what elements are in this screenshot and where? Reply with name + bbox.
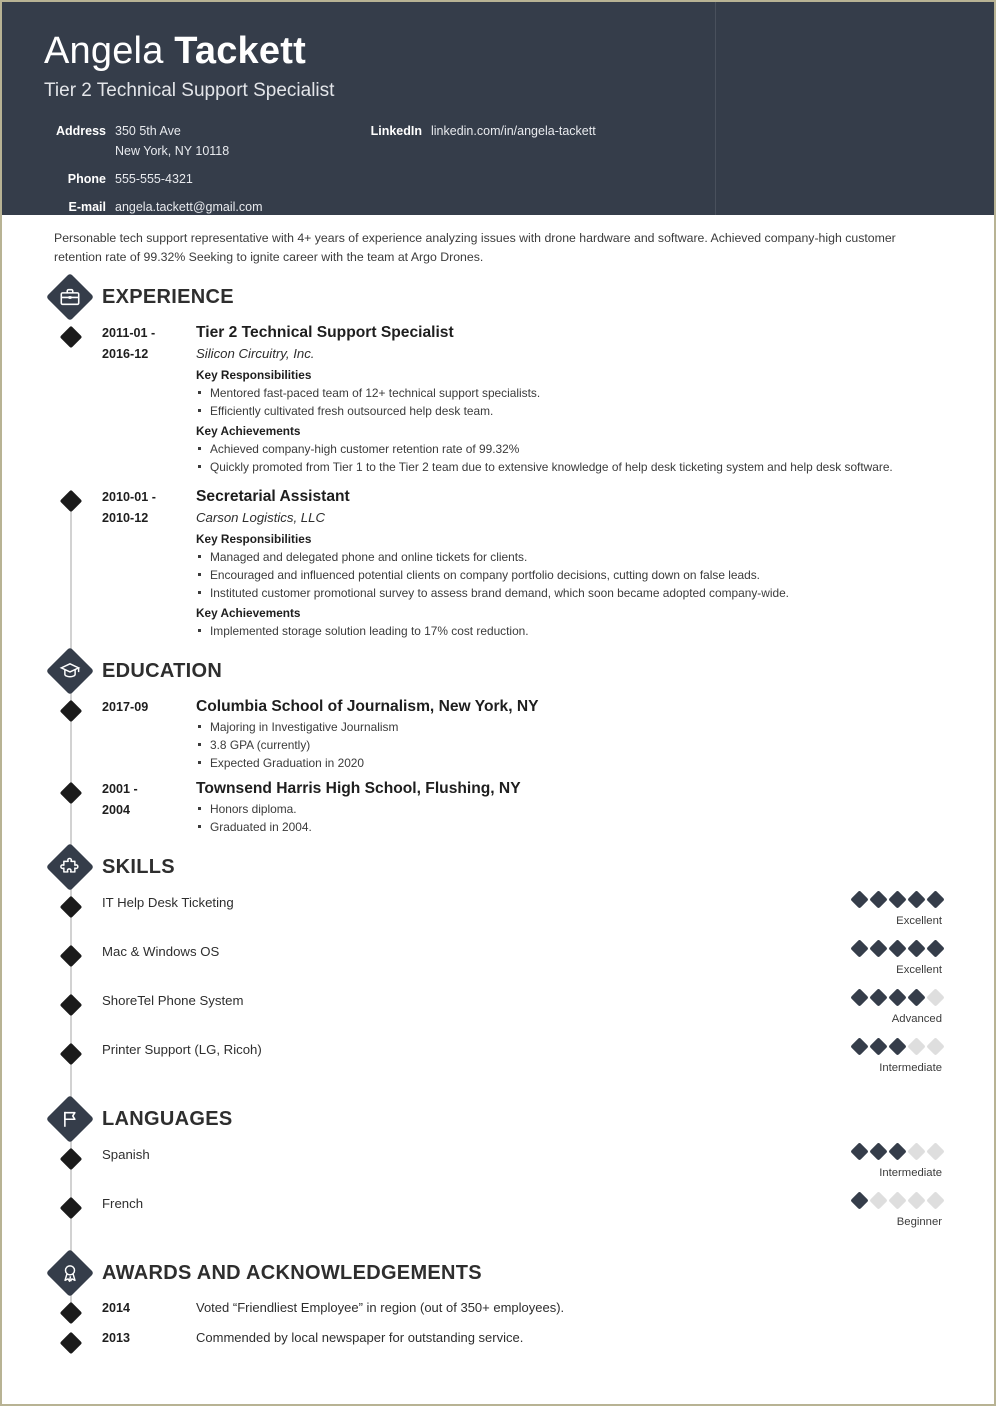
first-name: Angela [44, 30, 164, 72]
rating-diamond-filled [907, 890, 925, 908]
bullet-item: Efficiently cultivated fresh outsourced help desk team. [196, 402, 942, 420]
timeline-bullet [60, 896, 83, 919]
timeline-bullet [60, 1043, 83, 1066]
bullet-item: 3.8 GPA (currently) [196, 736, 942, 754]
flag-icon [46, 1095, 94, 1143]
section-title-languages: LANGUAGES [102, 1108, 233, 1130]
candidate-name [44, 28, 994, 74]
resume-header [2, 2, 994, 215]
rating-diamond-filled [850, 1037, 868, 1055]
rating-diamond-filled [850, 1191, 868, 1209]
date-line-1: 2010-01 - [102, 490, 156, 504]
language-name: Spanish [102, 1147, 150, 1162]
group-heading: Key Achievements [196, 606, 301, 620]
rating-diamond-empty [926, 1142, 944, 1160]
experience-role: Secretarial Assistant [196, 488, 350, 505]
timeline-bullet [60, 490, 83, 513]
section-title-skills: SKILLS [102, 856, 175, 878]
skill-name: ShoreTel Phone System [102, 993, 244, 1008]
skill-level: Advanced [891, 1013, 942, 1025]
rating-diamond-empty [907, 1142, 925, 1160]
rating-diamond-filled [869, 1142, 887, 1160]
candidate-job-title: Tier 2 Technical Support Specialist [44, 80, 335, 101]
section-title-experience: EXPERIENCE [102, 286, 234, 308]
rating-diamond-empty [926, 1037, 944, 1055]
contact-row-linkedin [364, 121, 694, 141]
language-rating [847, 1194, 942, 1207]
experience-entry [2, 322, 994, 476]
award-medal-icon [46, 1249, 94, 1297]
section-skills [2, 842, 994, 1088]
rating-diamond-filled [850, 988, 868, 1006]
education-school: Townsend Harris High School, Flushing, NY [196, 780, 521, 797]
skill-name: Mac & Windows OS [102, 944, 220, 959]
skill-name: IT Help Desk Ticketing [102, 895, 234, 910]
rating-diamond-filled [907, 988, 925, 1006]
contact-value-phone: 555-555-4321 [115, 172, 193, 186]
skill-level: Excellent [896, 964, 942, 976]
contact-label-address: Address [55, 124, 106, 138]
rating-diamond-filled [869, 890, 887, 908]
experience-entry [2, 486, 994, 640]
section-education [2, 646, 994, 836]
briefcase-icon [46, 273, 94, 321]
group-heading: Key Responsibilities [196, 368, 312, 382]
rating-diamond-filled [850, 890, 868, 908]
rating-diamond-empty [926, 988, 944, 1006]
education-entry [2, 696, 994, 772]
rating-diamond-empty [907, 1191, 925, 1209]
rating-diamond-filled [907, 939, 925, 957]
contact-row-email [44, 197, 364, 217]
bullet-item: Implemented storage solution leading to 17% cost reduction. [196, 622, 942, 640]
skill-row [2, 1039, 994, 1088]
timeline-bullet [60, 326, 83, 349]
address-line2: New York, NY 10118 [115, 144, 230, 158]
award-row [2, 1298, 994, 1318]
skill-rating [847, 1040, 942, 1053]
rating-diamond-empty [888, 1191, 906, 1209]
education-date [102, 696, 196, 718]
bullet-item: Graduated in 2004. [196, 818, 942, 836]
contact-label-phone: Phone [67, 172, 106, 186]
rating-diamond-filled [888, 1142, 906, 1160]
section-header-experience [2, 272, 994, 322]
section-header-awards [2, 1248, 994, 1298]
language-name: French [102, 1196, 144, 1211]
section-languages [2, 1094, 994, 1242]
award-year: 2013 [102, 1331, 131, 1345]
timeline-bullet [60, 782, 83, 805]
skill-rating [847, 893, 942, 906]
language-row [2, 1193, 994, 1242]
timeline-bullet [60, 945, 83, 968]
award-text: Commended by local newspaper for outstanding service. [196, 1330, 524, 1345]
contact-column-right [364, 121, 694, 149]
bullet-item: Instituted customer promotional survey to assess brand demand, which soon became adopted company-wide. [196, 584, 942, 602]
experience-date [102, 322, 196, 365]
skill-row [2, 990, 994, 1039]
bullet-item: Mentored fast-paced team of 12+ technical support specialists. [196, 384, 942, 402]
bullet-list [196, 548, 942, 602]
skill-rating [847, 991, 942, 1004]
contact-value-email[interactable]: angela.tackett@gmail.com [115, 200, 263, 214]
skill-name: Printer Support (LG, Ricoh) [102, 1042, 262, 1057]
date-line-1: 2011-01 - [102, 326, 156, 340]
bullet-item: Expected Graduation in 2020 [196, 754, 942, 772]
professional-summary: Personable tech support representative with 4+ years of experience analyzing issues with drone hardware and software. Achieved company-high customer retention rate of 99.32% Seeking to ignite career with the team at Argo Drones. [54, 231, 896, 264]
language-level: Intermediate [879, 1167, 942, 1179]
graduation-cap-icon [46, 647, 94, 695]
bullet-item: Managed and delegated phone and online tickets for clients. [196, 548, 942, 566]
date-line-2: 2004 [102, 803, 131, 817]
language-level: Beginner [896, 1216, 942, 1228]
section-title-education: EDUCATION [102, 660, 223, 682]
contact-label-linkedin: LinkedIn [370, 124, 422, 138]
rating-diamond-filled [850, 1142, 868, 1160]
experience-date [102, 486, 196, 529]
date-line-2: 2010-12 [102, 511, 149, 525]
rating-diamond-filled [888, 939, 906, 957]
skill-rating [847, 942, 942, 955]
rating-diamond-filled [926, 939, 944, 957]
skill-level: Excellent [896, 915, 942, 927]
bullet-item: Encouraged and influenced potential clients on company portfolio decisions, cutting down on false leads. [196, 566, 942, 584]
contact-details [44, 121, 994, 225]
bullet-item: Majoring in Investigative Journalism [196, 718, 942, 736]
timeline-bullet [60, 1148, 83, 1171]
last-name: Tackett [174, 30, 306, 72]
rating-diamond-filled [869, 988, 887, 1006]
contact-label-email: E-mail [68, 200, 106, 214]
bullet-list [196, 800, 942, 836]
puzzle-piece-icon [46, 843, 94, 891]
education-school: Columbia School of Journalism, New York, NY [196, 698, 539, 715]
contact-row-address [44, 121, 364, 161]
timeline-bullet [60, 1197, 83, 1220]
contact-value-linkedin[interactable]: linkedin.com/in/angela-tackett [431, 124, 596, 138]
date-line-2: 2016-12 [102, 347, 149, 361]
experience-company: Carson Logistics, LLC [196, 510, 326, 525]
timeline-bullet [60, 994, 83, 1017]
skill-level: Intermediate [879, 1062, 942, 1074]
rating-diamond-filled [888, 890, 906, 908]
bullet-list [196, 440, 942, 476]
date-line-1: 2017-09 [102, 700, 149, 714]
bullet-list [196, 718, 942, 772]
section-experience [2, 272, 994, 640]
education-date [102, 778, 196, 821]
timeline-bullet [60, 1302, 83, 1325]
timeline-bullet [60, 700, 83, 723]
bullet-item: Quickly promoted from Tier 1 to the Tier 2 team due to extensive knowledge of help desk ticketing system and help desk software. [196, 458, 942, 476]
bullet-item: Honors diploma. [196, 800, 942, 818]
date-line-1: 2001 - [102, 782, 138, 796]
award-row [2, 1328, 994, 1348]
resume-body [2, 215, 994, 1368]
section-title-awards: AWARDS AND ACKNOWLEDGEMENTS [102, 1262, 482, 1284]
contact-value-address [106, 121, 229, 161]
timeline-bullet [60, 1332, 83, 1355]
bullet-list [196, 384, 942, 420]
rating-diamond-filled [869, 1037, 887, 1055]
rating-diamond-filled [888, 988, 906, 1006]
rating-diamond-empty [907, 1037, 925, 1055]
award-year: 2014 [102, 1301, 131, 1315]
language-rating [847, 1145, 942, 1158]
skill-row [2, 892, 994, 941]
group-heading: Key Responsibilities [196, 532, 312, 546]
group-heading: Key Achievements [196, 424, 301, 438]
rating-diamond-filled [850, 939, 868, 957]
section-header-languages [2, 1094, 994, 1144]
experience-company: Silicon Circuitry, Inc. [196, 346, 315, 361]
section-header-education [2, 646, 994, 696]
award-text: Voted “Friendliest Employee” in region (out of 350+ employees). [196, 1300, 565, 1315]
address-line1: 350 5th Ave [115, 124, 181, 138]
rating-diamond-filled [869, 939, 887, 957]
skill-row [2, 941, 994, 990]
section-header-skills [2, 842, 994, 892]
section-awards [2, 1248, 994, 1348]
rating-diamond-empty [869, 1191, 887, 1209]
bullet-list [196, 622, 942, 640]
contact-column-left [44, 121, 364, 225]
language-row [2, 1144, 994, 1193]
bullet-item: Achieved company-high customer retention rate of 99.32% [196, 440, 942, 458]
rating-diamond-empty [926, 1191, 944, 1209]
rating-diamond-filled [888, 1037, 906, 1055]
education-entry [2, 778, 994, 836]
experience-role: Tier 2 Technical Support Specialist [196, 324, 454, 341]
contact-row-phone [44, 169, 364, 189]
rating-diamond-filled [926, 890, 944, 908]
